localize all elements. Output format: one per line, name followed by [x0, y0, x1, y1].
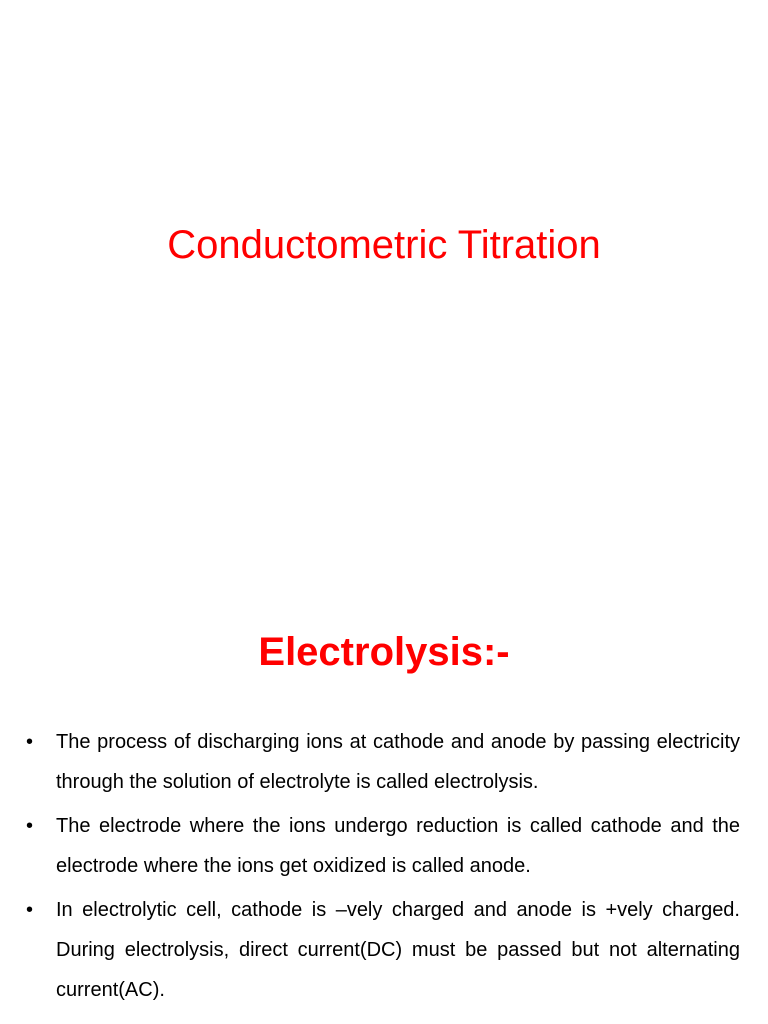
bullet-icon: • — [26, 815, 34, 837]
bullet-icon: • — [26, 731, 34, 753]
bullet-icon: • — [26, 899, 34, 921]
bullet-list — [0, 722, 768, 1014]
slide-title: Conductometric Titration — [167, 223, 601, 267]
bullet-item — [0, 890, 768, 1010]
bullet-text: In electrolytic cell, cathode is –vely charged and anode is +vely charged. During electrolysis, direct current(DC) must be passed but not alternating current(AC). — [56, 899, 740, 1001]
bullet-text: The electrode where the ions undergo reduction is called cathode and the electrode where the ions get oxidized is called anode. — [56, 815, 740, 877]
section-heading: Electrolysis:- — [258, 630, 510, 674]
bullet-text: The process of discharging ions at cathode and anode by passing electricity through the solution of electrolyte is called electrolysis. — [56, 731, 740, 793]
content-slide — [0, 576, 768, 1024]
bullet-item — [0, 722, 768, 802]
bullet-item — [0, 806, 768, 886]
